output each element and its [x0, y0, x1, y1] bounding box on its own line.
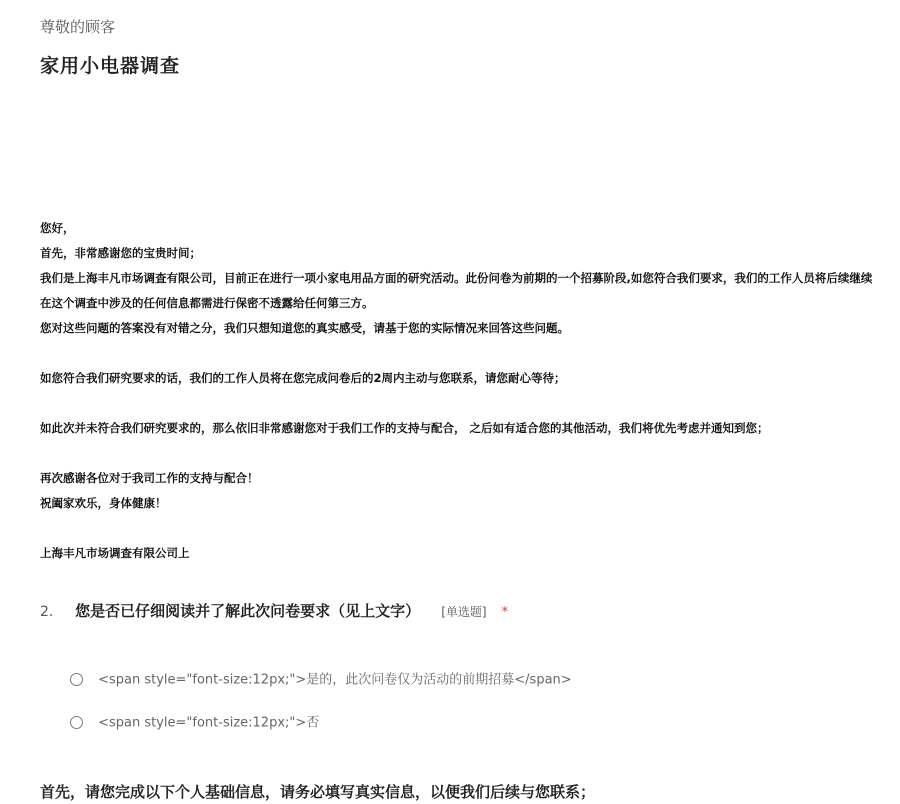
option-no[interactable] [70, 712, 319, 734]
option-label: <span style="font-size:12px;">否 [98, 715, 320, 731]
radio-button-icon[interactable] [70, 716, 83, 729]
survey-page [40, 0, 900, 800]
intro-line: 首先，非常感谢您的宝贵时间； [40, 246, 201, 260]
intro-spacer [40, 341, 900, 366]
intro-line: 我们是上海丰凡市场调查有限公司，目前正在进行一项小家电用品方面的研究活动。此份问卷为前期的一个招募阶段,如您符合我们要求，我们的工作人员将后续继续 [40, 271, 873, 285]
intro-spacer [40, 391, 900, 416]
option-yes[interactable] [70, 669, 572, 691]
intro-line: 您好， [40, 221, 75, 235]
intro-line: 再次感谢各位对于我司工作的支持与配合！ [40, 471, 259, 485]
intro-spacer [40, 441, 900, 466]
survey-title: 家用小电器调查 [40, 55, 181, 77]
section-heading: 首先，请您完成以下个人基础信息，请务必填写真实信息，以便我们后续与您联系； [40, 783, 596, 801]
intro-signature: 上海丰凡市场调查有限公司上 [40, 546, 190, 560]
intro-text [40, 216, 900, 566]
intro-line: 如此次并未符合我们研究要求的，那么依旧非常感谢您对于我们工作的支持与配合， 之后如有适合您的其他活动，我们将优先考虑并通知到您； [40, 421, 769, 435]
question-2 [40, 596, 900, 626]
intro-line: 在这个调查中涉及的任何信息都需进行保密不透露给任何第三方。 [40, 296, 374, 310]
question-number: 2. [40, 604, 54, 620]
radio-button-icon[interactable] [70, 673, 83, 686]
question-text: 您是否已仔细阅读并了解此次问卷要求（见上文字） [75, 602, 421, 620]
required-marker: * [501, 605, 509, 620]
intro-line: 如您符合我们研究要求的话，我们的工作人员将在您完成问卷后的2周内主动与您联系，请您耐心等待； [40, 371, 566, 385]
intro-line: 您对这些问题的答案没有对错之分，我们只想知道您的真实感受，请基于您的实际情况来回答这些问题。 [40, 321, 569, 335]
greeting: 尊敬的顾客 [40, 18, 116, 36]
intro-spacer [40, 516, 900, 541]
intro-line: 祝阖家欢乐，身体健康！ [40, 496, 167, 510]
option-label: <span style="font-size:12px;">是的，此次问卷仅为活动的前期招募</span> [98, 672, 572, 688]
question-type-label: [单选题] [441, 605, 487, 619]
